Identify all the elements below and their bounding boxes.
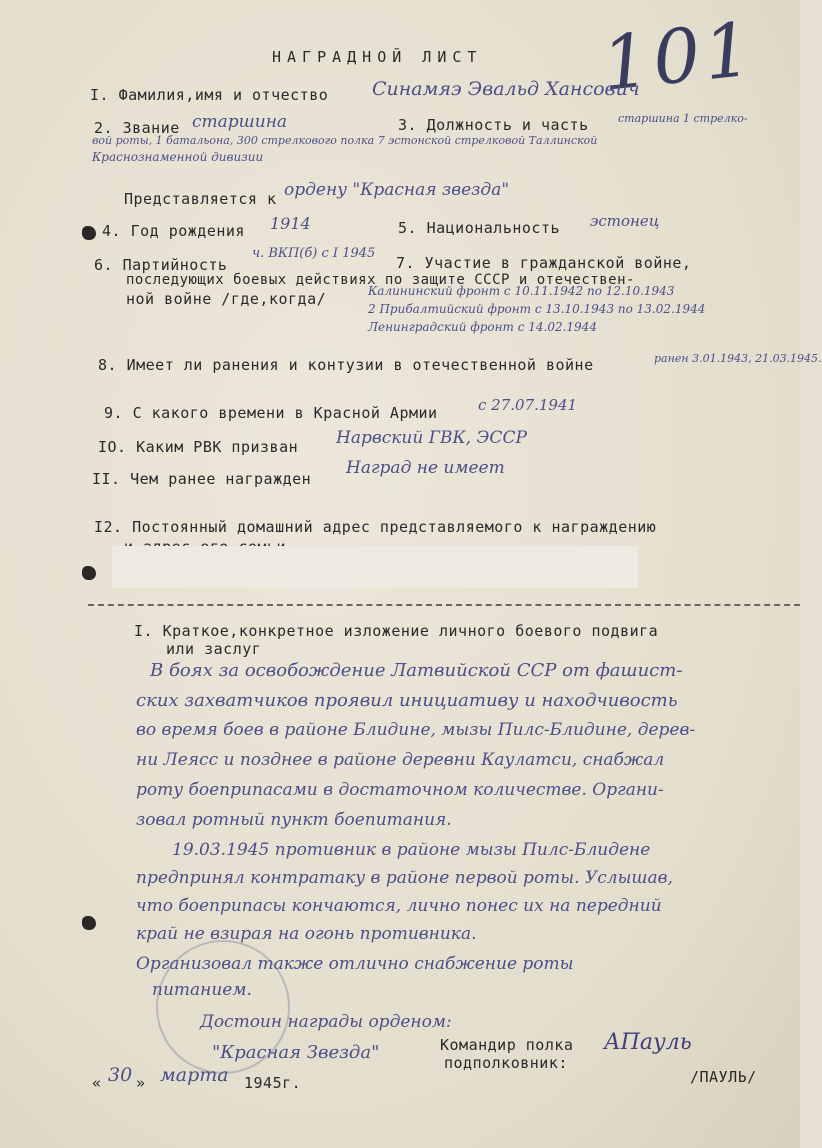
field-5-label: 5. Национальность xyxy=(398,219,561,237)
field-11-label: II. Чем ранее награжден xyxy=(92,470,312,488)
feat-line: во время боев в районе Блидине, мызы Пилс-Блидине, дерев- xyxy=(136,720,696,740)
section-divider xyxy=(88,604,800,606)
redacted-area xyxy=(112,546,638,588)
field-3-value-line-1: старшина 1 стрелко- xyxy=(618,112,748,125)
field-8-value: ранен 3.01.1943, 21.03.1945. xyxy=(654,352,822,365)
feat-label-line-1: I. Краткое,конкретное изложение личного боевого подвига xyxy=(134,622,659,640)
feat-line: ни Леясс и позднее в районе деревни Каулатси, снабжал xyxy=(136,750,665,770)
field-6-label: 6. Партийность xyxy=(94,256,228,274)
binding-hole xyxy=(82,916,96,930)
feat-line: зовал ротный пункт боепитания. xyxy=(136,810,452,830)
feat-line: "Красная Звезда" xyxy=(212,1042,380,1063)
feat-line: край не взирая на огонь противника. xyxy=(136,924,477,944)
field-9-label: 9. С какого времени в Красной Армии xyxy=(104,404,438,422)
field-3-label: 3. Должность и часть xyxy=(398,116,589,134)
field-3-value-line-3: Краснознаменной дивизии xyxy=(92,150,264,164)
feat-line: питанием. xyxy=(152,980,252,1000)
field-11-value: Наград не имеет xyxy=(346,458,505,478)
document-title: НАГРАДНОЙ ЛИСТ xyxy=(272,48,483,66)
presented-label: Представляется к xyxy=(124,190,277,208)
field-7-value-line-3: Ленинградский фронт с 14.02.1944 xyxy=(368,320,597,334)
field-10-label: IO. Каким РВК призван xyxy=(98,438,299,456)
feat-line: ских захватчиков проявил инициативу и находчивость xyxy=(136,690,678,711)
field-2-value: старшина xyxy=(192,112,288,132)
date-month: марта xyxy=(160,1064,229,1086)
field-7-label-line-3: ной войне /где,когда/ xyxy=(126,290,327,308)
feat-line: роту боеприпасами в достаточном количестве. Органи- xyxy=(136,780,664,800)
presented-value: ордену "Красная звезда" xyxy=(284,180,510,200)
date-year: 1945г. xyxy=(244,1074,302,1092)
field-7-label-line-1: 7. Участие в гражданской войне, xyxy=(396,254,692,272)
field-2-label: 2. Звание xyxy=(94,119,180,137)
field-4-value: 1914 xyxy=(270,214,311,233)
field-5-value: эстонец xyxy=(590,212,660,230)
seal-stamp xyxy=(156,940,290,1074)
feat-line: предпринял контратаку в районе первой роты. Услышав, xyxy=(136,868,673,888)
field-7-value-line-2: 2 Прибалтийский фронт с 13.10.1943 по 13.02.1944 xyxy=(368,302,706,316)
feat-line: Организовал также отлично снабжение роты xyxy=(136,954,574,974)
field-7-label-line-2: последующих боевых действиях по защите СССР и отечествен- xyxy=(126,272,635,288)
feat-line: Достоин награды орденом: xyxy=(200,1012,452,1032)
document-number: 101 xyxy=(597,6,760,108)
field-6-value: ч. ВКП(б) с I 1945 xyxy=(252,246,376,261)
date-open-quote: « xyxy=(92,1074,102,1092)
field-10-value: Нарвский ГВК, ЭССР xyxy=(336,428,527,448)
field-1-value: Синамяэ Эвальд Хансович xyxy=(372,78,640,100)
signature-handwritten: АПауль xyxy=(604,1030,692,1055)
date-close-quote: » xyxy=(136,1074,146,1092)
field-9-value: с 27.07.1941 xyxy=(478,396,578,414)
field-12-label-line-1: I2. Постоянный домашний адрес представляемого к награждению xyxy=(94,518,657,536)
feat-line: В боях за освобождение Латвийской ССР от фашист- xyxy=(150,660,683,681)
signature-name: /ПАУЛЬ/ xyxy=(690,1068,757,1086)
feat-label-line-2: или заслуг xyxy=(166,640,262,658)
field-3-value-line-2: вой роты, 1 батальона, 300 стрелкового полка 7 эстонской стрелковой Таллинской xyxy=(92,134,598,147)
field-1-label: I. Фамилия,имя и отчество xyxy=(90,86,329,104)
field-7-value-line-1: Калининский фронт с 10.11.1942 по 12.10.1943 xyxy=(368,284,675,298)
binding-hole xyxy=(82,566,96,580)
field-4-label: 4. Год рождения xyxy=(102,222,245,240)
feat-line: 19.03.1945 противник в районе мызы Пилс-Блидене xyxy=(172,840,651,860)
field-8-label: 8. Имеет ли ранения и контузии в отечественной войне xyxy=(98,356,594,374)
binding-hole xyxy=(82,226,96,240)
date-day: 30 xyxy=(108,1064,133,1086)
signature-line-2: подполковник: xyxy=(444,1054,568,1072)
feat-line: что боеприпасы кончаются, лично понес их на передний xyxy=(136,896,662,916)
signature-line-1: Командир полка xyxy=(440,1036,574,1054)
